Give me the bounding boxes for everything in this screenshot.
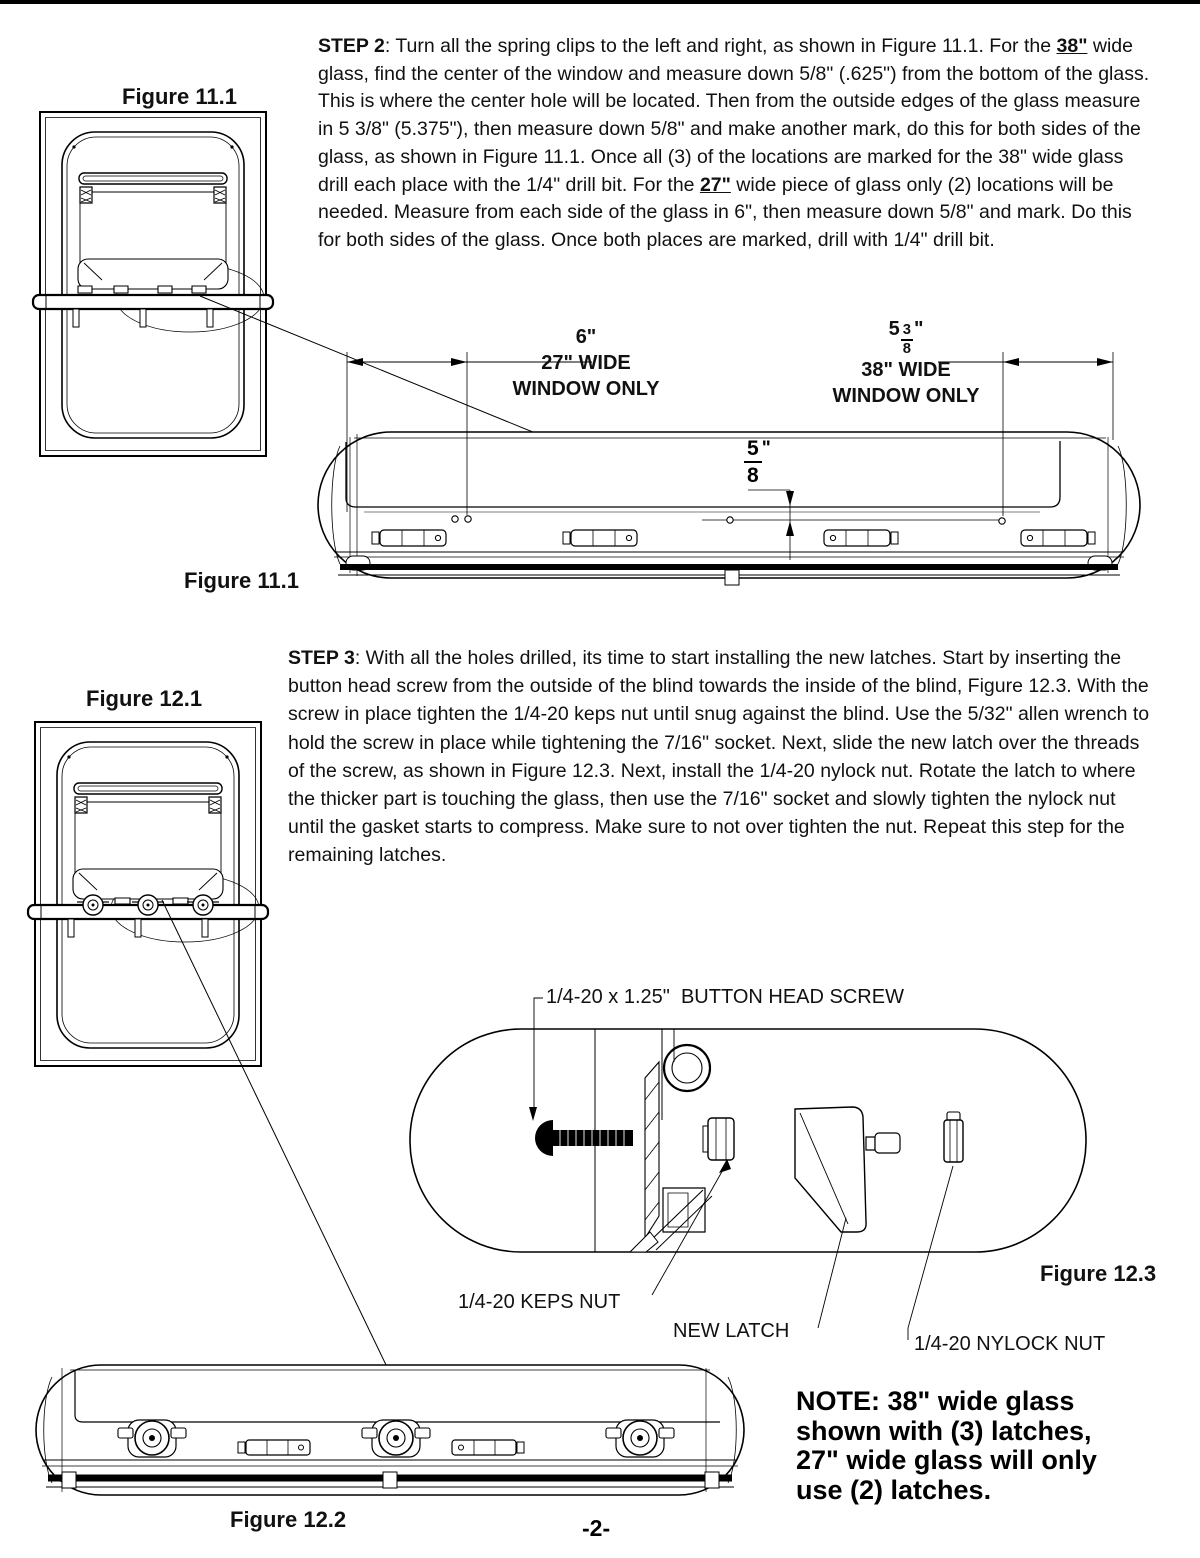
figure-12-1-window-drawing bbox=[28, 722, 268, 1066]
figure-12-3-exploded-drawing bbox=[410, 998, 1086, 1340]
figure-12-2-drawing bbox=[36, 1365, 744, 1495]
measurement-detail-drawing bbox=[318, 352, 1140, 585]
dimension-label-27-wide bbox=[500, 324, 672, 402]
figure-11-1-window-drawing bbox=[33, 112, 273, 456]
step-3-paragraph: STEP 3: With all the holes drilled, its time to start installing the new latches. Start by inserting the button head screw from the outside of the blind towards the inside of the blind, Figure 12.3. With the screw in place tighten the 1/4-20 keps nut until snug against the blind. Use the 5/32" allen wrench to hold the screw in place while tightening the 7/16" socket. Next, slide the new latch over the threads of the screw, as shown in Figure 12.3. Next, install the 1/4-20 nylock nut. Rotate the latch to where the thicker part is touching the glass, then use the 7/16" socket and slowly tighten the nylock nut until the gasket starts to compress. Make sure to not over tighten the nut. Repeat this step for the remaining latches. bbox=[288, 647, 1150, 867]
note-line-2: shown with (3) latches, bbox=[796, 1415, 1092, 1446]
figure-12-2-label: Figure 12.2 bbox=[230, 1507, 347, 1532]
page-number: -2- bbox=[582, 1515, 611, 1541]
leader-line-fig12 bbox=[162, 900, 388, 1369]
note-line-4: use (2) latches. bbox=[796, 1474, 992, 1505]
dimension-label-38-wide bbox=[818, 316, 994, 409]
top-rule bbox=[0, 0, 1200, 4]
callout-button-head-screw: 1/4-20 x 1.25" BUTTON HEAD SCREW bbox=[546, 986, 904, 1008]
note-line-3: 27" wide glass will only bbox=[796, 1445, 1097, 1475]
step-2-paragraph: STEP 2: Turn all the spring clips to the left and right, as shown in Figure 11.1. For the 38" wide glass, find the center of the window and measure down 5/8" (.625") from the bottom of the glass. This is where the center hole will be located. Then from the outside edges of the glass measure in 5 3/8" (5.375"), then measure down 5/8" and make another mark, do this for both sides of the glass, as shown in Figure 11.1. Once all (3) of the locations are marked for the 38" wide glass drill each place with the 1/4" drill bit. For the 27" wide piece of glass only (2) locations will be needed. Measure from each side of the glass in 6", then measure down 5/8" and mark. Do this for both sides of the glass. Once both places are marked, drill with 1/4" drill bit. bbox=[318, 35, 1150, 251]
installed-latches bbox=[77, 895, 219, 915]
fraction-5-8: 5 8 bbox=[744, 438, 762, 487]
dimension-value-5-3-8in: 5 $\frac{3}{8}$ " bbox=[888, 318, 924, 358]
dimension-value-6in: 6" bbox=[575, 326, 597, 348]
fraction-3-8: $\frac{3}{8}$ bbox=[902, 322, 911, 358]
dimension-window-only-line: WINDOW ONLY bbox=[832, 384, 980, 407]
dimension-38-wide-line: 38" WIDE bbox=[861, 358, 951, 381]
dimension-label-5-8: 5 8 " bbox=[744, 438, 771, 487]
figure-12-3-label: Figure 12.3 bbox=[1040, 1261, 1157, 1286]
callout-keps-nut: 1/4-20 KEPS NUT bbox=[458, 1291, 621, 1313]
dimension-27-wide-line: 27" WIDE bbox=[541, 352, 631, 374]
figure-12-1-label: Figure 12.1 bbox=[86, 686, 203, 711]
figure-11-1-top-label: Figure 11.1 bbox=[122, 84, 237, 109]
figure-11-1-bottom-label: Figure 11.1 bbox=[184, 568, 299, 593]
note-line-1: NOTE: 38" wide glass bbox=[796, 1386, 1075, 1416]
callout-nylock-nut: 1/4-20 NYLOCK NUT bbox=[914, 1333, 1106, 1355]
leader-line-fig11 bbox=[200, 296, 545, 437]
note-block bbox=[796, 1387, 1097, 1505]
dimension-window-only-line: WINDOW ONLY bbox=[512, 378, 660, 400]
callout-new-latch: NEW LATCH bbox=[673, 1320, 790, 1342]
